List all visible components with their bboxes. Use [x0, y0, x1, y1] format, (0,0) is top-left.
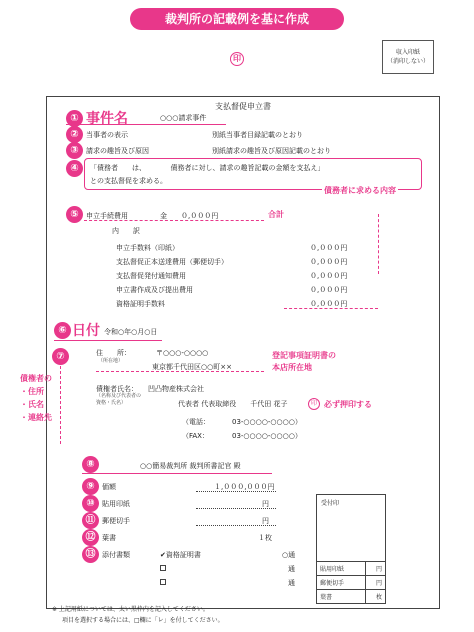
address-underline — [96, 371, 264, 372]
step-10-badge: ⑩ — [82, 495, 99, 512]
fax-label: （FAX： — [182, 432, 209, 440]
postage-dotline — [196, 525, 276, 526]
fee-items-bracket-bottom — [284, 308, 378, 309]
tel-value[interactable]: 03-○○○○-○○○○） — [232, 418, 302, 426]
stamp-fee-unit[interactable]: 円 — [262, 500, 269, 508]
postcard-count[interactable]: １枚 — [258, 534, 272, 542]
value-label: 価額 — [102, 483, 116, 491]
case-name-value[interactable]: ○○○請求事件 — [160, 114, 207, 122]
court-underline — [82, 473, 272, 474]
personal-seal-icon: 印 — [308, 398, 320, 410]
court-addressee[interactable]: ○○簡易裁判所 裁判所書記官 殿 — [140, 462, 241, 470]
seal-note: 必ず押印する — [324, 400, 372, 409]
stamp-label: 収入印紙 — [395, 49, 420, 56]
creditor-side-item: ・住所 — [20, 387, 44, 396]
value-dotline — [196, 491, 276, 492]
step-3-badge: ③ — [66, 142, 83, 159]
step-11-badge: ⑪ — [82, 512, 99, 529]
date-label: 日付 — [72, 323, 100, 339]
receipt-row — [317, 562, 386, 576]
breakdown-label: 内 訳 — [112, 227, 140, 235]
total-bracket — [378, 214, 379, 274]
parties-value: 別紙当事者目録記載のとおり — [212, 131, 303, 139]
claim-value: 別紙請求の趣旨及び原因記載のとおり — [212, 147, 331, 155]
postage-unit[interactable]: 円 — [262, 517, 269, 525]
receipt-row — [317, 590, 386, 604]
fee-amount[interactable]: 金 ０,０００円 — [160, 212, 219, 220]
step-5-badge: ⑤ — [66, 206, 83, 223]
total-note: 合計 — [268, 210, 284, 219]
claim-label: 請求の趣旨及び原因 — [86, 147, 149, 155]
fee-underline — [84, 220, 264, 221]
demand-text-line1[interactable]: 「債務者 は、 債務者に対し、請求の趣旨記載の金額を支払え」 — [90, 164, 325, 172]
fee-item-label: 申立書作成及び提出費用 — [116, 286, 193, 294]
step-13-badge: ⑬ — [82, 546, 99, 563]
fee-item-label: 申立手数料（印紙） — [116, 244, 179, 252]
address-sublabel: （所在地） — [98, 358, 124, 364]
company-name[interactable]: 凹凸物産株式会社 — [148, 385, 204, 393]
receipt-stamp-box — [316, 494, 386, 604]
attachment-checkbox-checked[interactable]: ✔資格証明書 — [160, 551, 201, 559]
creditor-bracket — [60, 366, 61, 444]
attachment-checkbox[interactable] — [160, 578, 167, 586]
fee-item-value[interactable]: ０,０００円 — [310, 244, 348, 252]
form-title: 支払督促申立書 — [215, 102, 271, 111]
fee-item-label: 支払督促発付通知費用 — [116, 272, 186, 280]
receipt-table — [316, 561, 386, 604]
creditor-side-item: ・連絡先 — [20, 413, 52, 422]
receipt-row-unit: 円 — [365, 562, 385, 576]
creditor-name-sub-line1: （名称及び代表者の — [96, 393, 142, 399]
date-value[interactable]: 令和○年○月○日 — [104, 328, 158, 336]
fee-item-value[interactable]: ０,０００円 — [310, 272, 348, 280]
creditor-side-item: ・氏名 — [20, 400, 44, 409]
stamp-fee-label: 貼用印紙 — [102, 500, 130, 508]
fax-value[interactable]: 03-○○○○-○○○○） — [232, 432, 302, 440]
fee-item-value[interactable]: ０,０００円 — [310, 258, 348, 266]
receipt-row — [317, 576, 386, 590]
creditor-side-note — [20, 372, 52, 424]
attachment-count[interactable]: 通 — [288, 565, 295, 573]
step-7-badge: ⑦ — [52, 348, 69, 365]
postage-label: 郵便切手 — [102, 517, 130, 525]
fee-item-label: 資格証明手数料 — [116, 300, 165, 308]
footnote-line2: 項目を選択する場合には、□欄に「レ」を付してください。 — [62, 617, 224, 624]
stamp-fee-dotline — [196, 508, 276, 509]
attachment-count[interactable]: 通 — [288, 579, 295, 587]
demand-note: 債務者に求める内容 — [324, 186, 396, 195]
step-8-badge: ⑧ — [82, 456, 99, 473]
value-amount[interactable]: １,０００,０００円 — [214, 483, 275, 491]
creditor-side-title: 債権者の — [20, 374, 52, 383]
parties-label: 当事者の表示 — [86, 131, 128, 139]
attachments-label: 添付書類 — [102, 551, 130, 559]
demand-text-line2: との支払督促を求める。 — [90, 177, 167, 185]
address-value[interactable]: 東京都千代田区○○町×× — [152, 363, 232, 371]
creditor-name-sub — [96, 393, 141, 407]
receipt-row-unit: 円 — [365, 576, 385, 590]
date-underline — [54, 340, 162, 341]
attachment-checkbox[interactable] — [160, 564, 167, 572]
creditor-name-label: 債権者氏名： — [96, 385, 138, 393]
fee-item-label: 支払督促正本送達費用（郵便切手） — [116, 258, 228, 266]
stamp-sublabel: （消印しない） — [386, 58, 429, 65]
registration-note-line2: 本店所在地 — [272, 363, 312, 372]
receipt-row-label: 葉書 — [317, 590, 366, 604]
case-name-underline — [66, 124, 226, 125]
case-name-label: 事件名 — [86, 111, 128, 127]
registration-note — [272, 350, 336, 374]
revenue-stamp-box — [382, 40, 434, 74]
step-12-badge: ⑫ — [82, 529, 99, 546]
step-1-badge: ① — [66, 110, 83, 127]
postcard-label: 葉書 — [102, 534, 116, 542]
creditor-name-sub-line2: 資格・氏名） — [96, 400, 127, 406]
receipt-row-unit: 枚 — [365, 590, 385, 604]
attachment-count[interactable]: ○通 — [282, 551, 296, 559]
seal-icon: 印 — [230, 52, 244, 66]
registration-note-line1: 登記事項証明書の — [272, 351, 336, 360]
page-banner: 裁判所の記載例を基に作成 — [130, 8, 344, 30]
fee-item-value[interactable]: ０,０００円 — [310, 286, 348, 294]
representative-name[interactable]: 代表者 代表取締役 千代田 花子 — [178, 400, 288, 408]
footnote-line1: ※ 上記用紙については、太い黒枠内を記入してください。 — [52, 606, 209, 613]
footnote — [52, 604, 224, 626]
postal-code[interactable]: 〒○○○-○○○○ — [156, 349, 209, 357]
step-9-badge: ⑨ — [82, 478, 99, 495]
step-4-badge: ④ — [66, 160, 83, 177]
receipt-row-label: 貼用印紙 — [317, 562, 366, 576]
fee-item-value[interactable]: ０,０００円 — [310, 300, 348, 308]
step-2-badge: ② — [66, 126, 83, 143]
receipt-title: 受付印 — [321, 500, 340, 507]
tel-label: （電話： — [182, 418, 210, 426]
step-6-badge: ⑥ — [54, 322, 71, 339]
receipt-row-label: 郵便切手 — [317, 576, 366, 590]
address-label: 住 所： — [96, 349, 131, 357]
fee-label: 申立手続費用 — [86, 212, 128, 220]
